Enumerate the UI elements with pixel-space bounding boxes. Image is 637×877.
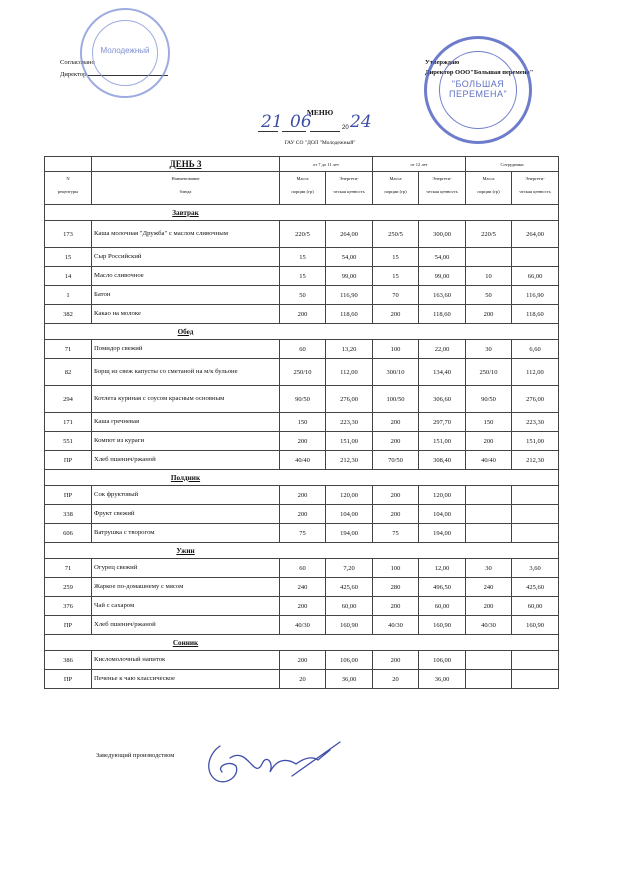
column-header-energy-1 [326, 172, 373, 205]
meal-header-spacer [45, 324, 92, 340]
energy-value-cell: 6,60 [512, 340, 559, 359]
dish-name-cell: Ватрушка с творогом [92, 524, 280, 543]
portion-mass-cell: 50 [466, 286, 512, 305]
dish-name-cell: Каша гречневая [92, 413, 280, 432]
mass-l1: Масса [389, 176, 402, 181]
footer-signature-label: Заведующий производством [96, 752, 175, 759]
portion-mass-cell: 200 [466, 305, 512, 324]
energy-value-cell: 106,00 [419, 651, 466, 670]
recipe-number-cell: 71 [45, 340, 92, 359]
energy-value-cell: 223,30 [326, 413, 373, 432]
energy-value-cell [512, 670, 559, 689]
energy-value-cell [512, 524, 559, 543]
stamp-left-text: Молодежный [100, 46, 150, 55]
portion-mass-cell: 15 [373, 267, 419, 286]
portion-mass-cell: 10 [466, 267, 512, 286]
portion-mass-cell: 30 [466, 340, 512, 359]
header-empty-cell [45, 157, 92, 172]
energy-value-cell: 223,30 [512, 413, 559, 432]
signature-stroke [209, 742, 340, 782]
meal-name: Полдник [170, 473, 201, 482]
day-label: ДЕНЬ 3 [169, 159, 202, 169]
meal-header-spacer [45, 205, 92, 221]
table-row [45, 267, 559, 286]
recipe-number-cell: 382 [45, 305, 92, 324]
column-header-name-l2: блюда [179, 189, 192, 194]
energy-value-cell: 194,00 [419, 524, 466, 543]
portion-mass-cell: 40/30 [466, 616, 512, 635]
round-stamp-left [80, 8, 170, 98]
meal-header-spacer [45, 635, 92, 651]
energy-value-cell: 116,90 [512, 286, 559, 305]
energy-value-cell: 297,70 [419, 413, 466, 432]
column-header-energy-2 [419, 172, 466, 205]
table-row [45, 670, 559, 689]
portion-mass-cell: 200 [280, 432, 326, 451]
portion-mass-cell: 280 [373, 578, 419, 597]
table-row [45, 559, 559, 578]
table-row [45, 651, 559, 670]
dish-name-cell: Помидор свежий [92, 340, 280, 359]
table-row [45, 305, 559, 324]
portion-mass-cell: 100 [373, 559, 419, 578]
energy-value-cell: 496,50 [419, 578, 466, 597]
portion-mass-cell: 200 [373, 432, 419, 451]
meal-header-spacer [45, 543, 92, 559]
energy-value-cell: 99,00 [419, 267, 466, 286]
portion-mass-cell: 200 [280, 597, 326, 616]
energy-value-cell: 104,00 [419, 505, 466, 524]
recipe-number-cell: 338 [45, 505, 92, 524]
mass-l1: Масса [482, 176, 495, 181]
table-row [45, 616, 559, 635]
approval-left-line1: Согласовано [60, 59, 95, 66]
portion-mass-cell: 200 [280, 505, 326, 524]
portion-mass-cell: 100 [373, 340, 419, 359]
column-header-number [45, 172, 92, 205]
dish-name-cell: Сок фруктовый [92, 486, 280, 505]
energy-value-cell: 134,40 [419, 359, 466, 386]
dish-name-cell: Жаркое по-домашнему с мясом [92, 578, 280, 597]
energy-l1: Энергети- [432, 176, 452, 181]
portion-mass-cell: 200 [466, 597, 512, 616]
table-row [45, 578, 559, 597]
portion-mass-cell: 75 [373, 524, 419, 543]
portion-mass-cell: 200 [373, 413, 419, 432]
portion-mass-cell: 40/30 [373, 616, 419, 635]
energy-value-cell: 54,00 [419, 248, 466, 267]
meal-header-spacer [45, 470, 92, 486]
portion-mass-cell: 150 [466, 413, 512, 432]
portion-mass-cell: 240 [280, 578, 326, 597]
approval-left-line2: Директор [60, 71, 87, 78]
mass-l2: порции (гр) [477, 189, 500, 194]
table-row [45, 340, 559, 359]
energy-value-cell: 160,90 [419, 616, 466, 635]
energy-value-cell: 264,00 [326, 221, 373, 248]
portion-mass-cell: 60 [280, 340, 326, 359]
meal-name: Сонник [172, 638, 199, 647]
portion-mass-cell: 200 [373, 597, 419, 616]
group-header-1: от 7 до 11 лет [280, 157, 373, 172]
group-header-3: Сотрудники [466, 157, 559, 172]
recipe-number-cell: 82 [45, 359, 92, 386]
column-header-number-l1: N [66, 176, 70, 181]
meal-header-row [45, 543, 559, 559]
meal-header-filler [280, 324, 559, 340]
portion-mass-cell [466, 524, 512, 543]
recipe-number-cell: ПР [45, 486, 92, 505]
meal-header-row [45, 635, 559, 651]
energy-l1: Энергети- [339, 176, 359, 181]
column-header-mass-3 [466, 172, 512, 205]
energy-value-cell: 60,00 [512, 597, 559, 616]
recipe-number-cell: 606 [45, 524, 92, 543]
dish-name-cell: Чай с сахаром [92, 597, 280, 616]
portion-mass-cell: 200 [280, 486, 326, 505]
meal-name-cell [92, 205, 280, 221]
energy-value-cell: 36,00 [326, 670, 373, 689]
meal-header-filler [280, 205, 559, 221]
energy-value-cell: 22,00 [419, 340, 466, 359]
energy-value-cell: 425,60 [326, 578, 373, 597]
date-year-suffix: 24 [350, 112, 372, 132]
column-header-energy-3 [512, 172, 559, 205]
portion-mass-cell: 200 [373, 305, 419, 324]
portion-mass-cell: 300/10 [373, 359, 419, 386]
energy-value-cell: 120,00 [326, 486, 373, 505]
portion-mass-cell: 40/40 [280, 451, 326, 470]
portion-mass-cell: 20 [280, 670, 326, 689]
energy-value-cell [512, 651, 559, 670]
table-row [45, 451, 559, 470]
recipe-number-cell: 259 [45, 578, 92, 597]
recipe-number-cell: ПР [45, 451, 92, 470]
recipe-number-cell: 71 [45, 559, 92, 578]
recipe-number-cell: ПР [45, 616, 92, 635]
meal-header-filler [280, 635, 559, 651]
recipe-number-cell: 173 [45, 221, 92, 248]
stamp-right-text: "БОЛЬШАЯ ПЕРЕМЕНА" [449, 79, 508, 99]
meal-name: Завтрак [172, 208, 199, 217]
energy-value-cell: 7,20 [326, 559, 373, 578]
energy-value-cell: 112,00 [512, 359, 559, 386]
portion-mass-cell: 200 [280, 651, 326, 670]
round-stamp-right [424, 36, 532, 144]
energy-value-cell: 3,60 [512, 559, 559, 578]
dish-name-cell: Хлеб пшенич/ржаной [92, 451, 280, 470]
recipe-number-cell: 386 [45, 651, 92, 670]
portion-mass-cell: 200 [373, 505, 419, 524]
date-day: 21 [261, 112, 283, 132]
table-row [45, 486, 559, 505]
energy-value-cell: 151,00 [419, 432, 466, 451]
meal-header-row [45, 470, 559, 486]
meal-name-cell [92, 470, 280, 486]
table-row [45, 505, 559, 524]
energy-value-cell: 54,00 [326, 248, 373, 267]
meal-header-row [45, 205, 559, 221]
meal-name-cell [92, 543, 280, 559]
recipe-number-cell: 14 [45, 267, 92, 286]
energy-value-cell: 36,00 [419, 670, 466, 689]
energy-value-cell: 12,00 [419, 559, 466, 578]
recipe-number-cell: ПР [45, 670, 92, 689]
dish-name-cell: Фрукт свежий [92, 505, 280, 524]
energy-value-cell: 104,00 [326, 505, 373, 524]
energy-value-cell: 99,00 [326, 267, 373, 286]
meal-header-filler [280, 543, 559, 559]
date-underline-3 [310, 131, 340, 132]
menu-table [44, 156, 559, 689]
portion-mass-cell [466, 248, 512, 267]
energy-value-cell: 118,60 [326, 305, 373, 324]
portion-mass-cell [466, 651, 512, 670]
column-header-name [92, 172, 280, 205]
energy-l2: ческая ценность [333, 189, 365, 194]
energy-value-cell [512, 486, 559, 505]
energy-value-cell: 212,30 [512, 451, 559, 470]
portion-mass-cell: 40/40 [466, 451, 512, 470]
mass-l2: порции (гр) [384, 189, 407, 194]
energy-value-cell: 425,60 [512, 578, 559, 597]
column-header-name-l1: Наименование [171, 176, 200, 181]
portion-mass-cell: 15 [280, 248, 326, 267]
portion-mass-cell: 250/5 [373, 221, 419, 248]
dish-name-cell: Борщ из свеж капусты со сметаной на м/к бульоне [92, 359, 280, 386]
portion-mass-cell: 250/10 [466, 359, 512, 386]
energy-value-cell: 118,60 [419, 305, 466, 324]
energy-value-cell: 118,60 [512, 305, 559, 324]
table-row [45, 432, 559, 451]
day-label-cell [92, 157, 280, 172]
portion-mass-cell: 200 [466, 432, 512, 451]
energy-value-cell: 300,00 [419, 221, 466, 248]
energy-value-cell: 66,00 [512, 267, 559, 286]
portion-mass-cell: 200 [280, 305, 326, 324]
portion-mass-cell: 70/50 [373, 451, 419, 470]
portion-mass-cell: 90/50 [280, 386, 326, 413]
energy-value-cell: 276,00 [326, 386, 373, 413]
energy-value-cell: 194,00 [326, 524, 373, 543]
meal-name: Ужин [176, 546, 195, 555]
energy-value-cell: 264,00 [512, 221, 559, 248]
portion-mass-cell: 15 [373, 248, 419, 267]
dish-name-cell: Компот из кураги [92, 432, 280, 451]
portion-mass-cell [466, 505, 512, 524]
portion-mass-cell: 220/5 [280, 221, 326, 248]
portion-mass-cell: 250/10 [280, 359, 326, 386]
energy-value-cell: 308,40 [419, 451, 466, 470]
portion-mass-cell: 200 [373, 486, 419, 505]
table-row [45, 413, 559, 432]
portion-mass-cell: 30 [466, 559, 512, 578]
recipe-number-cell: 1 [45, 286, 92, 305]
energy-value-cell: 60,00 [326, 597, 373, 616]
organization-name: ГАУ СО "ДОЛ "Молодежный" [284, 140, 356, 146]
date-year-prefix: 20 [342, 125, 349, 131]
mass-l1: Масса [296, 176, 309, 181]
dish-name-cell: Каша молочная "Дружба" с маслом сливочным [92, 221, 280, 248]
portion-mass-cell: 200 [373, 651, 419, 670]
portion-mass-cell: 60 [280, 559, 326, 578]
portion-mass-cell: 75 [280, 524, 326, 543]
dish-name-cell: Котлета куриная с соусом красным основным [92, 386, 280, 413]
recipe-number-cell: 376 [45, 597, 92, 616]
recipe-number-cell: 15 [45, 248, 92, 267]
table-header-row-columns [45, 172, 559, 205]
portion-mass-cell: 90/50 [466, 386, 512, 413]
energy-value-cell: 151,00 [512, 432, 559, 451]
meal-name-cell [92, 635, 280, 651]
energy-value-cell: 212,30 [326, 451, 373, 470]
energy-value-cell: 13,20 [326, 340, 373, 359]
energy-value-cell: 60,00 [419, 597, 466, 616]
energy-value-cell: 112,00 [326, 359, 373, 386]
energy-value-cell: 160,90 [512, 616, 559, 635]
dish-name-cell: Сыр Российский [92, 248, 280, 267]
energy-l2: ческая ценность [426, 189, 458, 194]
portion-mass-cell: 15 [280, 267, 326, 286]
energy-l2: ческая ценность [519, 189, 551, 194]
portion-mass-cell: 50 [280, 286, 326, 305]
mass-l2: порции (гр) [291, 189, 314, 194]
portion-mass-cell: 150 [280, 413, 326, 432]
energy-value-cell: 151,00 [326, 432, 373, 451]
page-title: МЕНЮ [306, 108, 334, 117]
table-row [45, 359, 559, 386]
energy-value-cell: 160,90 [326, 616, 373, 635]
dish-name-cell: Масло сливочное [92, 267, 280, 286]
group-header-2: от 12 лет [373, 157, 466, 172]
table-header-row-groups [45, 157, 559, 172]
portion-mass-cell: 240 [466, 578, 512, 597]
menu-table-body [45, 157, 559, 689]
energy-value-cell: 116,90 [326, 286, 373, 305]
approval-right-line2: Директор ООО"Большая перемена" [425, 69, 534, 76]
portion-mass-cell [466, 670, 512, 689]
portion-mass-cell: 40/30 [280, 616, 326, 635]
energy-l1: Энергети- [525, 176, 545, 181]
energy-value-cell [512, 505, 559, 524]
meal-name: Обед [177, 327, 194, 336]
portion-mass-cell: 100/50 [373, 386, 419, 413]
dish-name-cell: Печенье к чаю классическое [92, 670, 280, 689]
table-row [45, 221, 559, 248]
dish-name-cell: Хлеб пшенич/ржаной [92, 616, 280, 635]
table-row [45, 286, 559, 305]
energy-value-cell: 276,00 [512, 386, 559, 413]
dish-name-cell: Огурец свежий [92, 559, 280, 578]
date-month: 06 [290, 112, 312, 132]
portion-mass-cell: 70 [373, 286, 419, 305]
table-row [45, 248, 559, 267]
table-row [45, 597, 559, 616]
energy-value-cell: 106,00 [326, 651, 373, 670]
energy-value-cell: 163,60 [419, 286, 466, 305]
column-header-mass-1 [280, 172, 326, 205]
approval-right-line1: Утверждаю [425, 59, 460, 66]
table-row [45, 524, 559, 543]
recipe-number-cell: 551 [45, 432, 92, 451]
meal-header-row [45, 324, 559, 340]
energy-value-cell [512, 248, 559, 267]
dish-name-cell: Какао на молоке [92, 305, 280, 324]
recipe-number-cell: 294 [45, 386, 92, 413]
recipe-number-cell: 171 [45, 413, 92, 432]
portion-mass-cell [466, 486, 512, 505]
column-header-mass-2 [373, 172, 419, 205]
portion-mass-cell: 20 [373, 670, 419, 689]
meal-name-cell [92, 324, 280, 340]
meal-header-filler [280, 470, 559, 486]
energy-value-cell: 306,60 [419, 386, 466, 413]
energy-value-cell: 120,00 [419, 486, 466, 505]
table-row [45, 386, 559, 413]
dish-name-cell: Батон [92, 286, 280, 305]
dish-name-cell: Кисломолочный напиток [92, 651, 280, 670]
handwritten-signature [200, 736, 350, 788]
column-header-number-l2: рецептуры [57, 189, 79, 194]
portion-mass-cell: 220/5 [466, 221, 512, 248]
